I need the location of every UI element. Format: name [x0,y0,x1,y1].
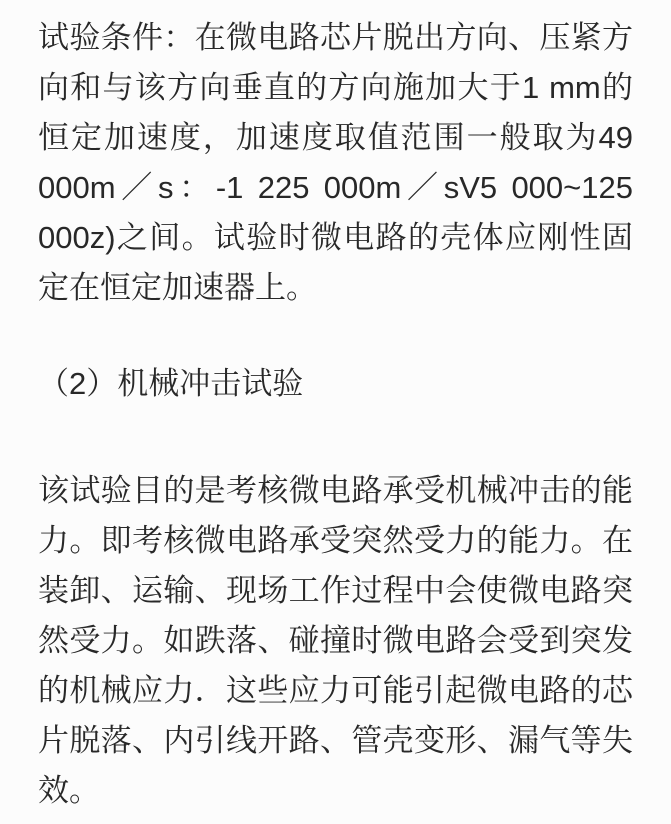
text-line: 力。即考核微电路承受突然受力的能力。在 [38,523,633,558]
text-line: 的机械应力．这些应力可能引起微电路的芯 [38,673,633,708]
text-line: 000z)之间。试验时微电路的壳体应刚性固 [38,220,633,255]
text-line: 定在恒定加速器上。 [38,270,317,305]
text-line: 向和与该方向垂直的方向施加大于1 mm的 [38,70,633,105]
text-line: 恒定加速度，加速度取值范围一般取为49 [38,120,633,155]
text-line: 该试验目的是考核微电路承受机械冲击的能 [38,473,633,508]
section-heading: （2）机械冲击试验 [38,366,304,401]
text-line: 000m／s：-1 225 000m／sV5 000~125 [38,170,633,205]
paragraph-mechanical-shock [38,466,633,816]
text-line: 试验条件：在微电路芯片脱出方向、压紧方 [38,20,633,55]
text-line: 装卸、运输、现场工作过程中会使微电路突 [38,573,633,608]
paragraph-test-conditions [38,13,633,313]
text-line: 片脱落、内引线开路、管壳变形、漏气等失 [38,723,633,758]
text-line: 效。 [38,773,100,808]
text-line: 然受力。如跌落、碰撞时微电路会受到突发 [38,623,633,658]
